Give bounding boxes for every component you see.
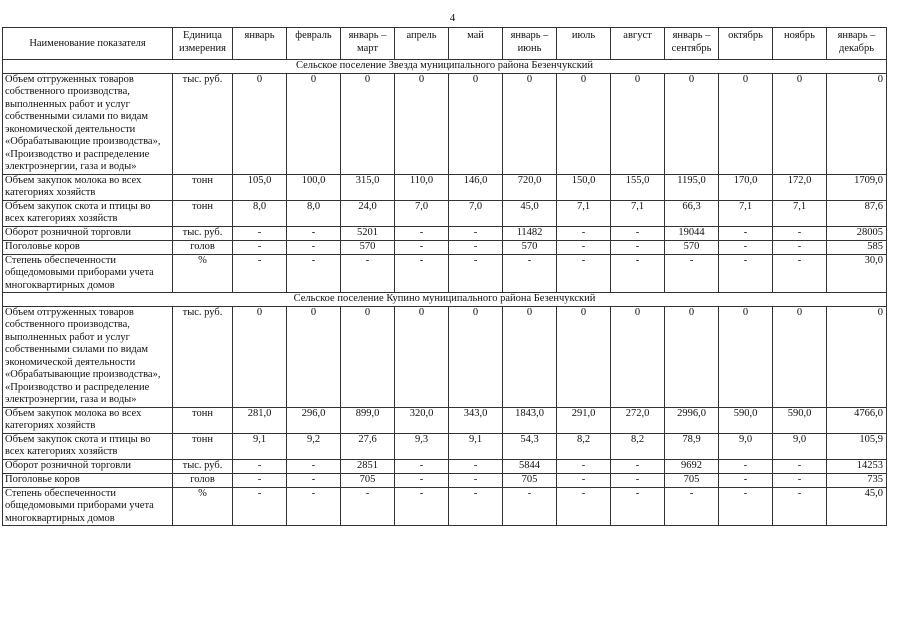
value-cell: - (773, 226, 827, 240)
value-cell: 0 (827, 73, 887, 174)
table-row (3, 73, 887, 174)
indicator-unit: голов (173, 473, 233, 487)
value-cell: 9,2 (287, 433, 341, 459)
value-cell: 8,0 (287, 200, 341, 226)
indicator-name: Степень обеспеченности общедомовыми приборами учета многоквартирных домов (3, 487, 173, 526)
table-row (3, 254, 887, 293)
value-cell: 0 (719, 73, 773, 174)
value-cell: 11482 (503, 226, 557, 240)
value-cell: 9,1 (449, 433, 503, 459)
value-cell: 7,1 (719, 200, 773, 226)
header-period: апрель (395, 28, 449, 60)
value-cell: 0 (773, 306, 827, 407)
value-cell: 0 (449, 306, 503, 407)
value-cell: - (773, 240, 827, 254)
indicator-unit: % (173, 487, 233, 526)
section-title: Сельское поселение Звезда муниципального района Безенчукский (3, 60, 887, 74)
value-cell: 0 (611, 306, 665, 407)
value-cell: - (611, 254, 665, 293)
value-cell: - (233, 459, 287, 473)
value-cell: 0 (503, 73, 557, 174)
value-cell: - (449, 487, 503, 526)
value-cell: 315,0 (341, 174, 395, 200)
header-period: июль (557, 28, 611, 60)
value-cell: - (665, 254, 719, 293)
indicator-name: Объем закупок скота и птицы во всех категориях хозяйств (3, 200, 173, 226)
indicator-unit: тыс. руб. (173, 73, 233, 174)
value-cell: - (611, 473, 665, 487)
value-cell: 343,0 (449, 407, 503, 433)
value-cell: - (287, 240, 341, 254)
value-cell: - (449, 240, 503, 254)
section-title: Сельское поселение Купино муниципального района Безенчукский (3, 293, 887, 307)
indicator-name: Оборот розничной торговли (3, 459, 173, 473)
value-cell: 720,0 (503, 174, 557, 200)
value-cell: 9692 (665, 459, 719, 473)
value-cell: - (557, 240, 611, 254)
value-cell: 0 (449, 73, 503, 174)
value-cell: 105,0 (233, 174, 287, 200)
value-cell: - (395, 254, 449, 293)
value-cell: - (719, 487, 773, 526)
table-row (3, 226, 887, 240)
value-cell: 0 (341, 306, 395, 407)
table-header-row (3, 28, 887, 60)
value-cell: 0 (287, 306, 341, 407)
value-cell: 0 (395, 73, 449, 174)
value-cell: - (611, 226, 665, 240)
header-period: октябрь (719, 28, 773, 60)
indicator-unit: тонн (173, 433, 233, 459)
value-cell: - (395, 459, 449, 473)
table-row (3, 407, 887, 433)
value-cell: - (287, 226, 341, 240)
value-cell: 320,0 (395, 407, 449, 433)
header-period: январь – сентябрь (665, 28, 719, 60)
indicator-name: Объем закупок скота и птицы во всех категориях хозяйств (3, 433, 173, 459)
value-cell: - (557, 473, 611, 487)
value-cell: 7,1 (557, 200, 611, 226)
value-cell: 899,0 (341, 407, 395, 433)
page-number: 4 (449, 12, 456, 24)
value-cell: - (503, 487, 557, 526)
value-cell: 281,0 (233, 407, 287, 433)
table-row (3, 473, 887, 487)
value-cell: 0 (773, 73, 827, 174)
table-row (3, 174, 887, 200)
value-cell: 19044 (665, 226, 719, 240)
value-cell: - (611, 487, 665, 526)
value-cell: - (395, 473, 449, 487)
indicator-unit: тыс. руб. (173, 226, 233, 240)
header-period: май (449, 28, 503, 60)
value-cell: 45,0 (503, 200, 557, 226)
value-cell: - (719, 226, 773, 240)
value-cell: 735 (827, 473, 887, 487)
value-cell: 4766,0 (827, 407, 887, 433)
value-cell: 9,3 (395, 433, 449, 459)
value-cell: 0 (665, 306, 719, 407)
indicator-name: Степень обеспеченности общедомовыми приборами учета многоквартирных домов (3, 254, 173, 293)
value-cell: 705 (341, 473, 395, 487)
value-cell: 2996,0 (665, 407, 719, 433)
value-cell: 0 (233, 73, 287, 174)
indicator-unit: тонн (173, 174, 233, 200)
value-cell: 87,6 (827, 200, 887, 226)
header-period: август (611, 28, 665, 60)
value-cell: 150,0 (557, 174, 611, 200)
indicator-table (2, 27, 887, 526)
value-cell: - (395, 240, 449, 254)
value-cell: 705 (665, 473, 719, 487)
value-cell: 272,0 (611, 407, 665, 433)
table-row (3, 487, 887, 526)
value-cell: 9,1 (233, 433, 287, 459)
value-cell: 146,0 (449, 174, 503, 200)
value-cell: 590,0 (773, 407, 827, 433)
value-cell: 14253 (827, 459, 887, 473)
value-cell: - (233, 254, 287, 293)
header-period: январь (233, 28, 287, 60)
value-cell: 0 (395, 306, 449, 407)
value-cell: 7,0 (395, 200, 449, 226)
value-cell: 0 (233, 306, 287, 407)
value-cell: - (719, 240, 773, 254)
value-cell: 0 (665, 73, 719, 174)
value-cell: - (611, 240, 665, 254)
indicator-name: Объем отгруженных товаров собственного производства, выполненных работ и услуг собственными силами по видам экономической деятельности «Обрабатывающие производства», «Производство и распределение электроэнергии, газа и воды» (3, 306, 173, 407)
header-unit: Единица измерения (173, 28, 233, 60)
value-cell: 7,1 (611, 200, 665, 226)
value-cell: 0 (341, 73, 395, 174)
value-cell: 110,0 (395, 174, 449, 200)
value-cell: - (557, 254, 611, 293)
value-cell: 0 (611, 73, 665, 174)
value-cell: - (449, 459, 503, 473)
header-period: январь – март (341, 28, 395, 60)
value-cell: 78,9 (665, 433, 719, 459)
header-period: январь – декабрь (827, 28, 887, 60)
value-cell: - (395, 226, 449, 240)
value-cell: - (233, 226, 287, 240)
indicator-unit: тонн (173, 200, 233, 226)
value-cell: 8,2 (557, 433, 611, 459)
value-cell: 0 (719, 306, 773, 407)
value-cell: - (665, 487, 719, 526)
value-cell: 66,3 (665, 200, 719, 226)
value-cell: - (557, 487, 611, 526)
header-period: февраль (287, 28, 341, 60)
indicator-unit: голов (173, 240, 233, 254)
value-cell: 2851 (341, 459, 395, 473)
indicator-name: Поголовье коров (3, 473, 173, 487)
value-cell: 570 (665, 240, 719, 254)
value-cell: - (557, 226, 611, 240)
value-cell: - (341, 254, 395, 293)
header-period: январь – июнь (503, 28, 557, 60)
value-cell: - (233, 240, 287, 254)
value-cell: - (449, 254, 503, 293)
value-cell: - (233, 473, 287, 487)
value-cell: 0 (503, 306, 557, 407)
value-cell: 170,0 (719, 174, 773, 200)
indicator-name: Объем закупок молока во всех категориях хозяйств (3, 174, 173, 200)
section-title-row (3, 293, 887, 307)
value-cell: - (773, 487, 827, 526)
value-cell: 24,0 (341, 200, 395, 226)
value-cell: 0 (557, 306, 611, 407)
indicator-name: Оборот розничной торговли (3, 226, 173, 240)
value-cell: 7,0 (449, 200, 503, 226)
value-cell: 172,0 (773, 174, 827, 200)
value-cell: 585 (827, 240, 887, 254)
value-cell: 9,0 (773, 433, 827, 459)
value-cell: 45,0 (827, 487, 887, 526)
table-row (3, 459, 887, 473)
value-cell: - (449, 473, 503, 487)
value-cell: - (395, 487, 449, 526)
value-cell: 570 (503, 240, 557, 254)
value-cell: - (503, 254, 557, 293)
value-cell: 570 (341, 240, 395, 254)
value-cell: - (287, 487, 341, 526)
value-cell: - (773, 473, 827, 487)
value-cell: 296,0 (287, 407, 341, 433)
value-cell: - (719, 459, 773, 473)
value-cell: 155,0 (611, 174, 665, 200)
value-cell: 1195,0 (665, 174, 719, 200)
value-cell: 28005 (827, 226, 887, 240)
header-period: ноябрь (773, 28, 827, 60)
value-cell: 5201 (341, 226, 395, 240)
value-cell: 0 (557, 73, 611, 174)
indicator-name: Объем закупок молока во всех категориях хозяйств (3, 407, 173, 433)
value-cell: - (611, 459, 665, 473)
value-cell: 1709,0 (827, 174, 887, 200)
section-title-row (3, 60, 887, 74)
indicator-unit: % (173, 254, 233, 293)
value-cell: 590,0 (719, 407, 773, 433)
table-body (3, 60, 887, 526)
indicator-unit: тыс. руб. (173, 306, 233, 407)
indicator-unit: тонн (173, 407, 233, 433)
value-cell: 8,2 (611, 433, 665, 459)
indicator-name: Поголовье коров (3, 240, 173, 254)
value-cell: - (341, 487, 395, 526)
value-cell: 0 (827, 306, 887, 407)
value-cell: - (773, 254, 827, 293)
value-cell: 0 (287, 73, 341, 174)
header-name: Наименование показателя (3, 28, 173, 60)
value-cell: 27,6 (341, 433, 395, 459)
value-cell: 1843,0 (503, 407, 557, 433)
value-cell: - (287, 459, 341, 473)
indicator-unit: тыс. руб. (173, 459, 233, 473)
value-cell: 7,1 (773, 200, 827, 226)
table-row (3, 306, 887, 407)
value-cell: 100,0 (287, 174, 341, 200)
value-cell: - (557, 459, 611, 473)
value-cell: 291,0 (557, 407, 611, 433)
value-cell: 54,3 (503, 433, 557, 459)
value-cell: - (449, 226, 503, 240)
value-cell: 9,0 (719, 433, 773, 459)
value-cell: 705 (503, 473, 557, 487)
table-row (3, 433, 887, 459)
value-cell: - (773, 459, 827, 473)
value-cell: 8,0 (233, 200, 287, 226)
value-cell: - (287, 254, 341, 293)
value-cell: - (719, 254, 773, 293)
value-cell: - (287, 473, 341, 487)
table-row (3, 240, 887, 254)
value-cell: - (233, 487, 287, 526)
value-cell: 30,0 (827, 254, 887, 293)
value-cell: 105,9 (827, 433, 887, 459)
value-cell: 5844 (503, 459, 557, 473)
value-cell: - (719, 473, 773, 487)
indicator-name: Объем отгруженных товаров собственного производства, выполненных работ и услуг собственными силами по видам экономической деятельности «Обрабатывающие производства», «Производство и распределение электроэнергии, газа и воды» (3, 73, 173, 174)
table-row (3, 200, 887, 226)
